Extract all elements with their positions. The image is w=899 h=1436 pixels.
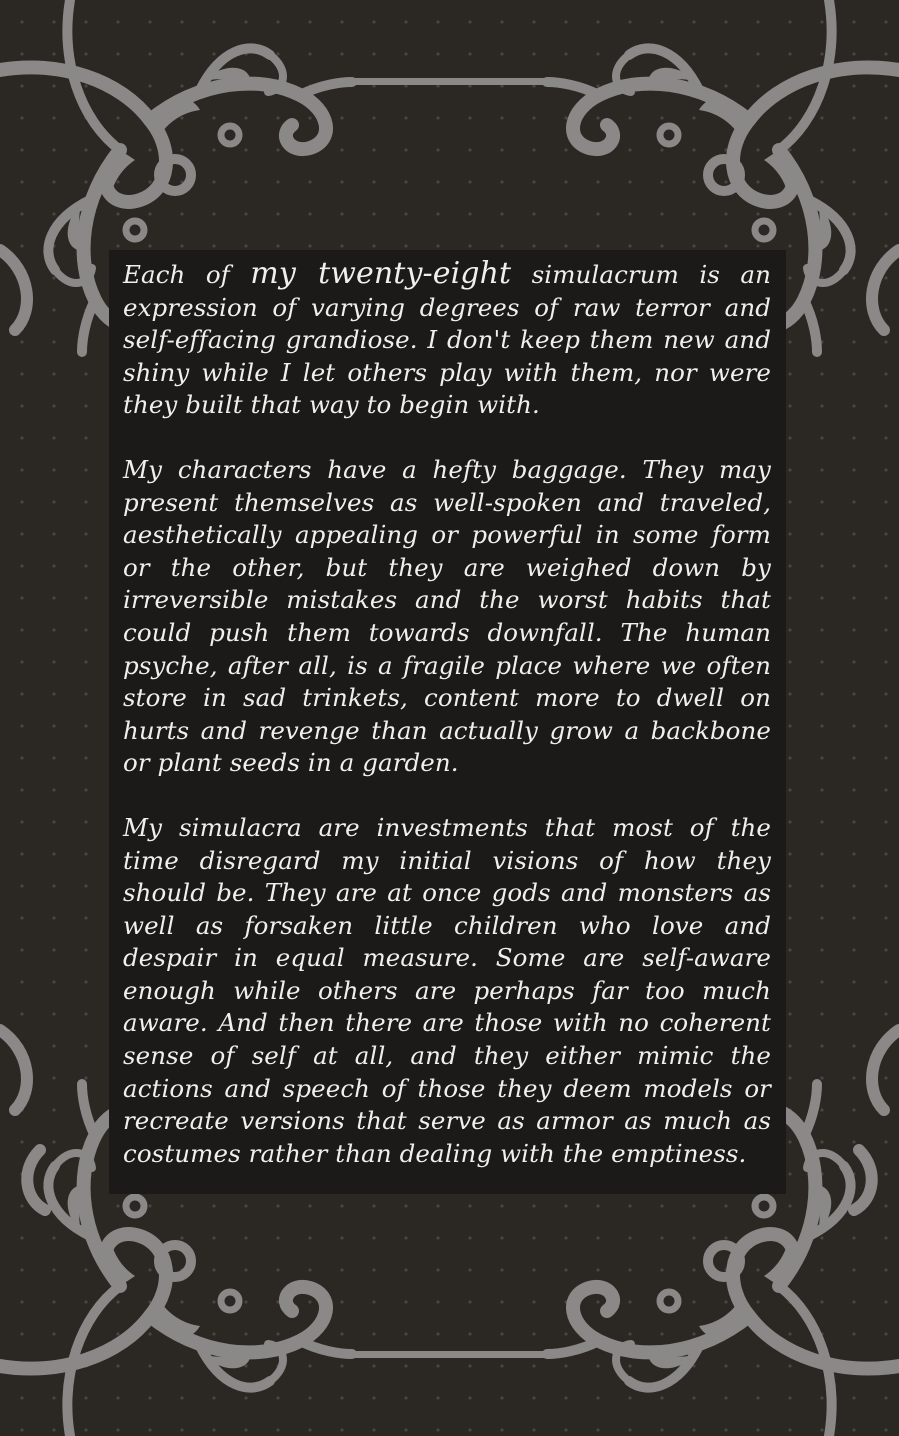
paragraph-3: My simulacra are investments that most of the time disregard my initial visions of how they should be. They are at once gods and monsters as well as forsaken little children who love and despair in equal measure. Some are self-aware enough while others are perhaps far too much aware. And then there are those with no coherent sense of self at all, and they either mimic the actions and speech of those they deem models or recreate versions that serve as armor as much as costumes rather than dealing with the emptiness. xyxy=(123,812,771,1168)
bottom-bar xyxy=(340,1351,560,1358)
paragraph-1 xyxy=(123,258,771,422)
paragraph-1-highlight: my twenty-eight xyxy=(250,256,512,291)
paragraph-2: My characters have a hefty baggage. They may present themselves as well-spoken and traveled, aesthetically appealing or powerful in some form or the other, but they are weighed down by irreversible mistakes and the worst habits that could push them towards downfall. The human psyche, after all, is a fragile place where we often store in sad trinkets, content more to dwell on hurts and revenge than actually grow a backbone or plant seeds in a garden. xyxy=(123,454,771,778)
paragraph-1-after: simulacrum is an expression of varying degrees of raw terror and self-effacing grandiose. I don't keep them new and shiny while I let others play with them, nor were they built that way to begin with. xyxy=(123,260,771,420)
paragraph-1-before: Each of xyxy=(123,260,251,289)
text-panel xyxy=(109,250,786,1194)
top-bar xyxy=(340,78,560,85)
